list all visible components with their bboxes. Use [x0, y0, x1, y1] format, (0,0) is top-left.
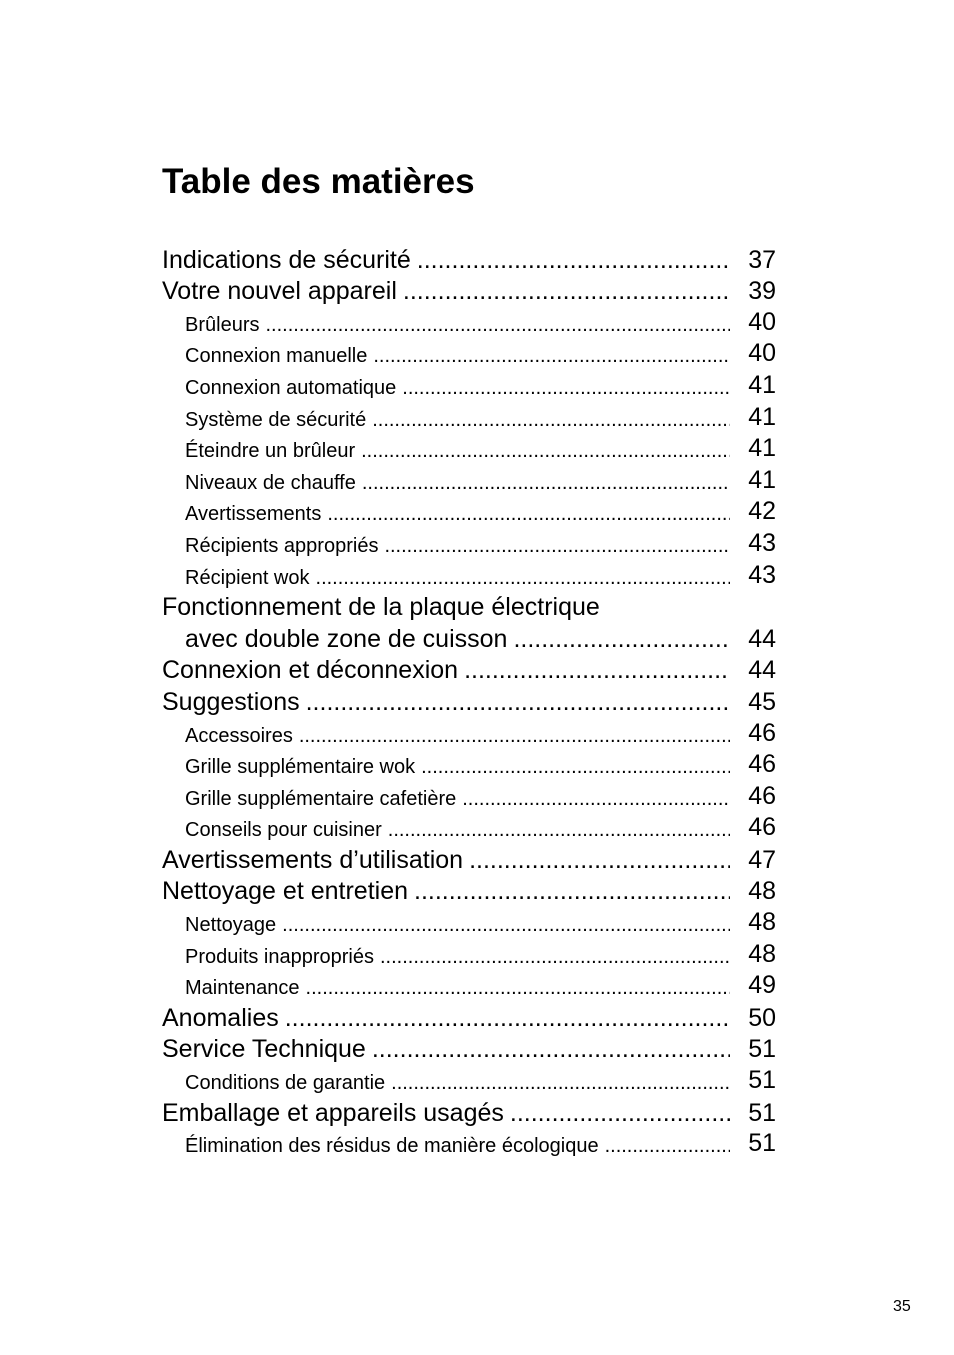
toc-entry-label: Conseils pour cuisiner	[185, 819, 382, 842]
toc-entry	[162, 498, 776, 530]
toc-entry-label: avec double zone de cuisson	[185, 624, 508, 653]
toc-entry-label: Conditions de garantie	[185, 1072, 386, 1095]
toc-dot-leader	[327, 503, 730, 526]
toc-entry	[162, 435, 776, 467]
toc-dot-leader	[373, 345, 730, 368]
toc-entry	[162, 687, 776, 719]
toc-entry	[162, 466, 776, 498]
toc-entry	[162, 371, 776, 403]
toc-entry-label: Suggestions	[162, 687, 300, 716]
toc-entry	[162, 1130, 776, 1162]
toc-entry	[162, 277, 776, 309]
toc-dot-leader	[316, 567, 730, 590]
toc-dot-leader	[265, 314, 730, 337]
toc-entry	[162, 751, 776, 783]
toc-entry-page: 48	[748, 940, 776, 968]
toc-entry-page: 41	[748, 466, 776, 494]
toc-entry-label: Service Technique	[162, 1035, 366, 1064]
toc-dot-leader	[510, 1099, 730, 1128]
toc-dot-leader	[285, 1004, 730, 1033]
toc-entry-label: Fonctionnement de la plaque électrique	[162, 593, 600, 622]
toc-entry-page: 48	[748, 877, 776, 906]
toc-entry-label: Grille supplémentaire wok	[185, 756, 416, 779]
toc-entry	[162, 940, 776, 972]
toc-entry-page: 40	[748, 339, 776, 368]
toc-entry-page: 45	[748, 687, 776, 716]
toc-entry-label: Emballage et appareils usagés	[162, 1098, 504, 1127]
toc-entry	[162, 1098, 776, 1130]
toc-entry	[162, 1035, 776, 1067]
toc-entry-label: Récipient wok	[185, 566, 310, 589]
toc-entry	[162, 814, 776, 846]
toc-entry-page: 46	[748, 718, 776, 747]
toc-dot-leader	[306, 977, 730, 1000]
toc-dot-leader	[402, 377, 730, 400]
toc-entry-page: 47	[748, 845, 776, 874]
toc-entry-page: 50	[748, 1003, 776, 1032]
toc-entry-page: 40	[748, 308, 776, 336]
toc-dot-leader	[391, 1072, 730, 1095]
toc-entry-label: Connexion et déconnexion	[162, 656, 459, 685]
toc-entry-label: Produits inappropriés	[185, 945, 374, 968]
toc-entry-label: Récipients appropriés	[185, 534, 379, 557]
toc-dot-leader	[372, 1035, 730, 1064]
toc-dot-leader	[361, 440, 730, 463]
toc-dot-leader	[417, 246, 730, 275]
toc-entry-label: Grille supplémentaire cafetière	[185, 787, 457, 810]
toc-entry	[162, 308, 776, 340]
toc-entry	[162, 561, 776, 593]
toc-dot-leader	[388, 819, 730, 842]
toc-entry-page: 37	[748, 245, 776, 274]
toc-dot-leader	[513, 625, 730, 654]
toc-entry-page: 44	[748, 624, 776, 653]
toc-entry-page: 46	[748, 813, 776, 842]
toc-entry-page: 41	[748, 371, 776, 399]
toc-entry	[162, 877, 776, 909]
toc-entry-label: Avertissements d’utilisation	[162, 845, 464, 874]
toc-entry-label: Nettoyage et entretien	[162, 877, 408, 906]
toc-entry-label: Nettoyage	[185, 914, 277, 937]
toc-entry-label: Indications de sécurité	[162, 245, 411, 274]
toc-entry-page: 44	[748, 656, 776, 685]
toc-dot-leader	[464, 656, 730, 685]
toc-entry-page: 41	[748, 402, 776, 431]
page-title: Table des matières	[162, 162, 475, 201]
toc-entry-page: 51	[748, 1129, 776, 1158]
toc-entry	[162, 529, 776, 561]
toc-entry-page: 51	[748, 1098, 776, 1127]
toc-entry-page: 51	[748, 1066, 776, 1095]
toc-dot-leader	[462, 788, 730, 811]
toc-entry	[162, 245, 776, 277]
toc-dot-leader	[384, 535, 730, 558]
toc-entry-label: Accessoires	[185, 724, 293, 747]
toc-dot-leader	[414, 877, 730, 906]
toc-entry-label: Connexion automatique	[185, 376, 397, 399]
toc-entry-page: 43	[748, 529, 776, 557]
toc-entry-page: 42	[748, 497, 776, 526]
toc-dot-leader	[421, 756, 730, 779]
toc-entry-page: 43	[748, 560, 776, 589]
toc-entry	[162, 972, 776, 1004]
toc-dot-leader	[469, 846, 730, 875]
toc-entry-label: Élimination des résidus de manière écologique	[185, 1135, 599, 1158]
toc-entry-page: 46	[748, 750, 776, 779]
toc-entry	[162, 624, 776, 656]
toc-entry	[162, 403, 776, 435]
toc-dot-leader	[299, 725, 730, 748]
toc-dot-leader	[282, 914, 730, 937]
toc-entry	[162, 1003, 776, 1035]
toc-entry	[162, 593, 776, 625]
table-of-contents	[162, 245, 776, 1161]
toc-entry-page: 51	[748, 1035, 776, 1064]
toc-entry-page: 48	[748, 908, 776, 937]
toc-entry-label: Brûleurs	[185, 313, 260, 336]
toc-entry-label: Maintenance	[185, 977, 300, 1000]
toc-entry	[162, 1066, 776, 1098]
toc-entry-label: Éteindre un brûleur	[185, 440, 356, 463]
toc-entry-label: Avertissements	[185, 503, 322, 526]
toc-entry	[162, 340, 776, 372]
toc-dot-leader	[605, 1135, 730, 1158]
toc-entry-label: Niveaux de chauffe	[185, 471, 356, 494]
toc-entry-page: 39	[748, 277, 776, 306]
toc-entry-label: Anomalies	[162, 1003, 279, 1032]
toc-entry	[162, 719, 776, 751]
toc-dot-leader	[362, 472, 730, 495]
toc-dot-leader	[372, 409, 730, 432]
toc-entry-page: 41	[748, 434, 776, 463]
toc-entry-label: Connexion manuelle	[185, 345, 368, 368]
toc-entry	[162, 845, 776, 877]
toc-dot-leader	[403, 277, 730, 306]
toc-entry-label: Votre nouvel appareil	[162, 277, 397, 306]
toc-dot-leader	[306, 688, 730, 717]
toc-entry-label: Système de sécurité	[185, 408, 367, 431]
toc-dot-leader	[380, 946, 730, 969]
page-number: 35	[893, 1298, 911, 1315]
toc-entry	[162, 656, 776, 688]
toc-entry	[162, 782, 776, 814]
toc-entry-page: 46	[748, 782, 776, 810]
toc-entry	[162, 908, 776, 940]
toc-entry-page: 49	[748, 971, 776, 1000]
